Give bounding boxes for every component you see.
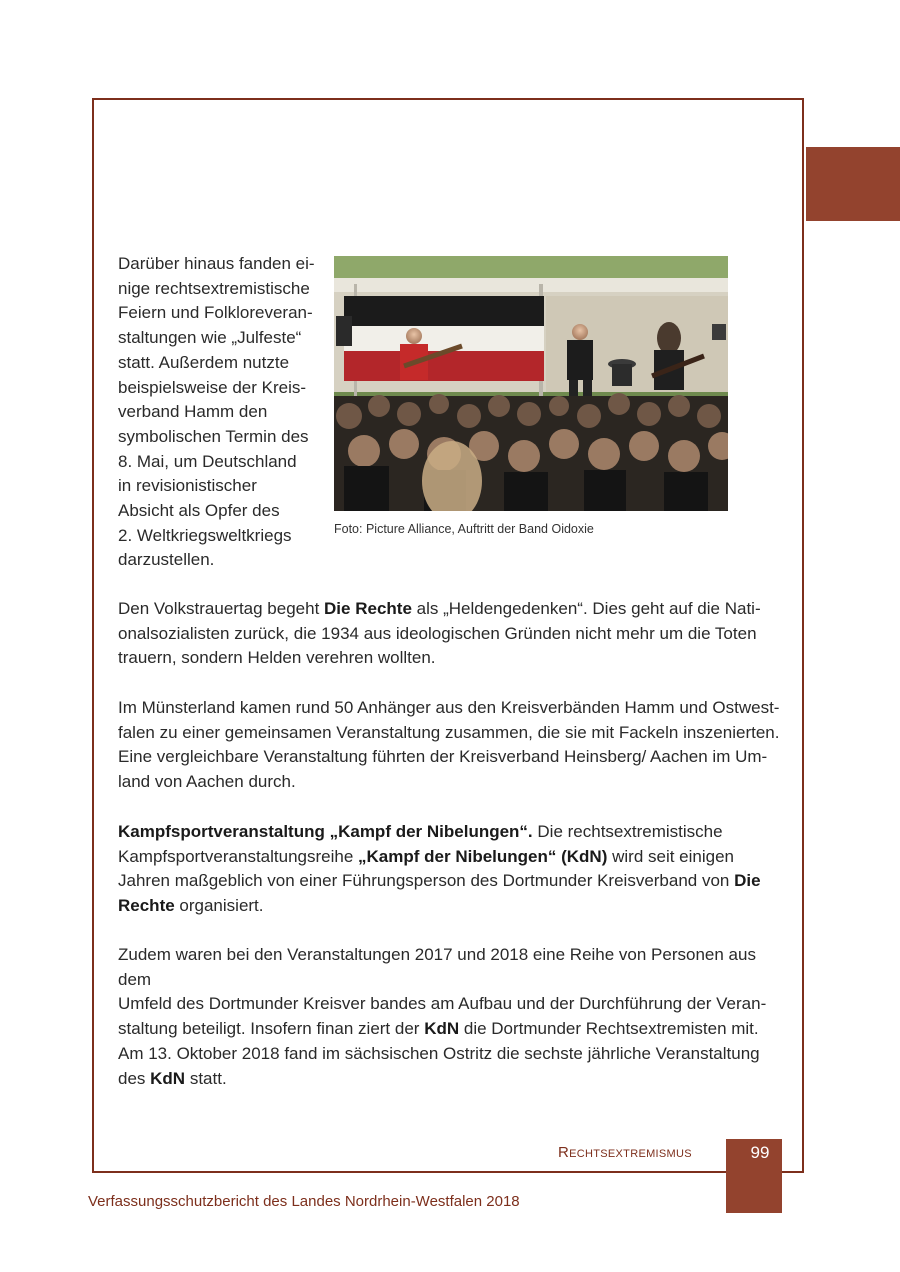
text: Im Münsterland kamen rund 50 Anhänger aus den Kreisverbänden Hamm und Ostwest-: [118, 698, 780, 717]
intro-line: darzustellen.: [118, 550, 215, 570]
intro-line: in revisionistischer: [118, 476, 257, 496]
bold-text: „Kampf der Nibelungen“ (KdN): [358, 846, 608, 866]
text: des: [118, 1068, 151, 1088]
text: falen zu einer gemeinsamen Veranstaltung zusammen, die sie mit Fackeln inszenierten.: [118, 722, 780, 742]
bold-text: Die: [734, 871, 761, 891]
page-number: 99: [750, 1143, 770, 1162]
text: Die rechtsextremistische: [532, 822, 723, 841]
text: als „Heldengedenken“. Dies geht auf die Nati-: [411, 599, 761, 618]
intro-line: beispielsweise der Kreis-: [118, 377, 307, 397]
text: Jahren maßgeblich von einer Führungsperson des Dortmunder Kreisverband von: [118, 871, 735, 891]
text: Kampfsportveranstaltungsreihe: [118, 846, 359, 866]
text: die Dortmunder Rechtsextremisten mit.: [459, 1019, 759, 1039]
text: Eine vergleichbare Veranstaltung führten der Kreisverband Heinsberg/ Aachen im Um-: [118, 747, 768, 767]
intro-line: symbolischen Termin des: [118, 426, 309, 446]
text: trauern, sondern Helden verehren wollten.: [118, 648, 436, 668]
intro-line: staltungen wie „Julfeste“: [118, 328, 302, 348]
text: statt.: [185, 1068, 227, 1088]
text: organisiert.: [174, 896, 264, 916]
paragraph-veranstaltungen: [118, 943, 790, 1091]
intro-line: statt. Außerdem nutzte: [118, 352, 290, 372]
intro-line: Darüber hinaus fanden ei-: [118, 254, 315, 273]
publication-footer: Verfassungsschutzbericht des Landes Nordrhein-Westfalen 2018: [88, 1193, 520, 1210]
text: land von Aachen durch.: [118, 772, 296, 792]
bold-text: KdN: [424, 1019, 460, 1039]
photo-caption: Foto: Picture Alliance, Auftritt der Band Oidoxie: [334, 522, 594, 536]
paragraph-kampfsport: [118, 820, 790, 919]
intro-line: Absicht als Opfer des: [118, 501, 280, 521]
bold-text: Rechte: [118, 896, 175, 916]
intro-line: 8. Mai, um Deutschland: [118, 451, 297, 471]
intro-text: [118, 252, 328, 573]
paragraph-muensterland: [118, 696, 790, 795]
section-label: Rechtsextremismus: [558, 1144, 692, 1161]
text: staltung beteiligt. Insofern finan ziert der: [118, 1019, 425, 1039]
intro-line: verband Hamm den: [118, 402, 268, 422]
section-heading: Kampfsportveranstaltung „Kampf der Nibelungen“.: [118, 822, 533, 841]
intro-line: nige rechtsextremistische: [118, 278, 310, 298]
chapter-tab: [806, 147, 900, 221]
text: onalsozialisten zurück, die 1934 aus ideologischen Gründen nicht mehr um die Toten: [118, 623, 757, 643]
text: Am 13. Oktober 2018 fand im sächsischen Ostritz die sechste jährliche Veranstaltung: [118, 1043, 760, 1063]
text: wird seit einigen: [607, 846, 734, 866]
text: Zudem waren bei den Veranstaltungen 2017 und 2018 eine Reihe von Personen aus dem: [118, 945, 756, 989]
text: Umfeld des Dortmunder Kreisver bandes am Aufbau und der Durchführung der Veran-: [118, 994, 767, 1014]
bold-text: KdN: [150, 1068, 186, 1088]
text: Den Volkstrauertag begeht: [118, 599, 325, 618]
bold-text: Die Rechte: [324, 599, 412, 618]
intro-line: Feiern und Folkloreveran-: [118, 303, 313, 323]
intro-line: 2. Weltkriegsweltkriegs: [118, 525, 292, 545]
concert-photo: [334, 256, 728, 511]
paragraph-volkstrauertag: [118, 597, 790, 671]
